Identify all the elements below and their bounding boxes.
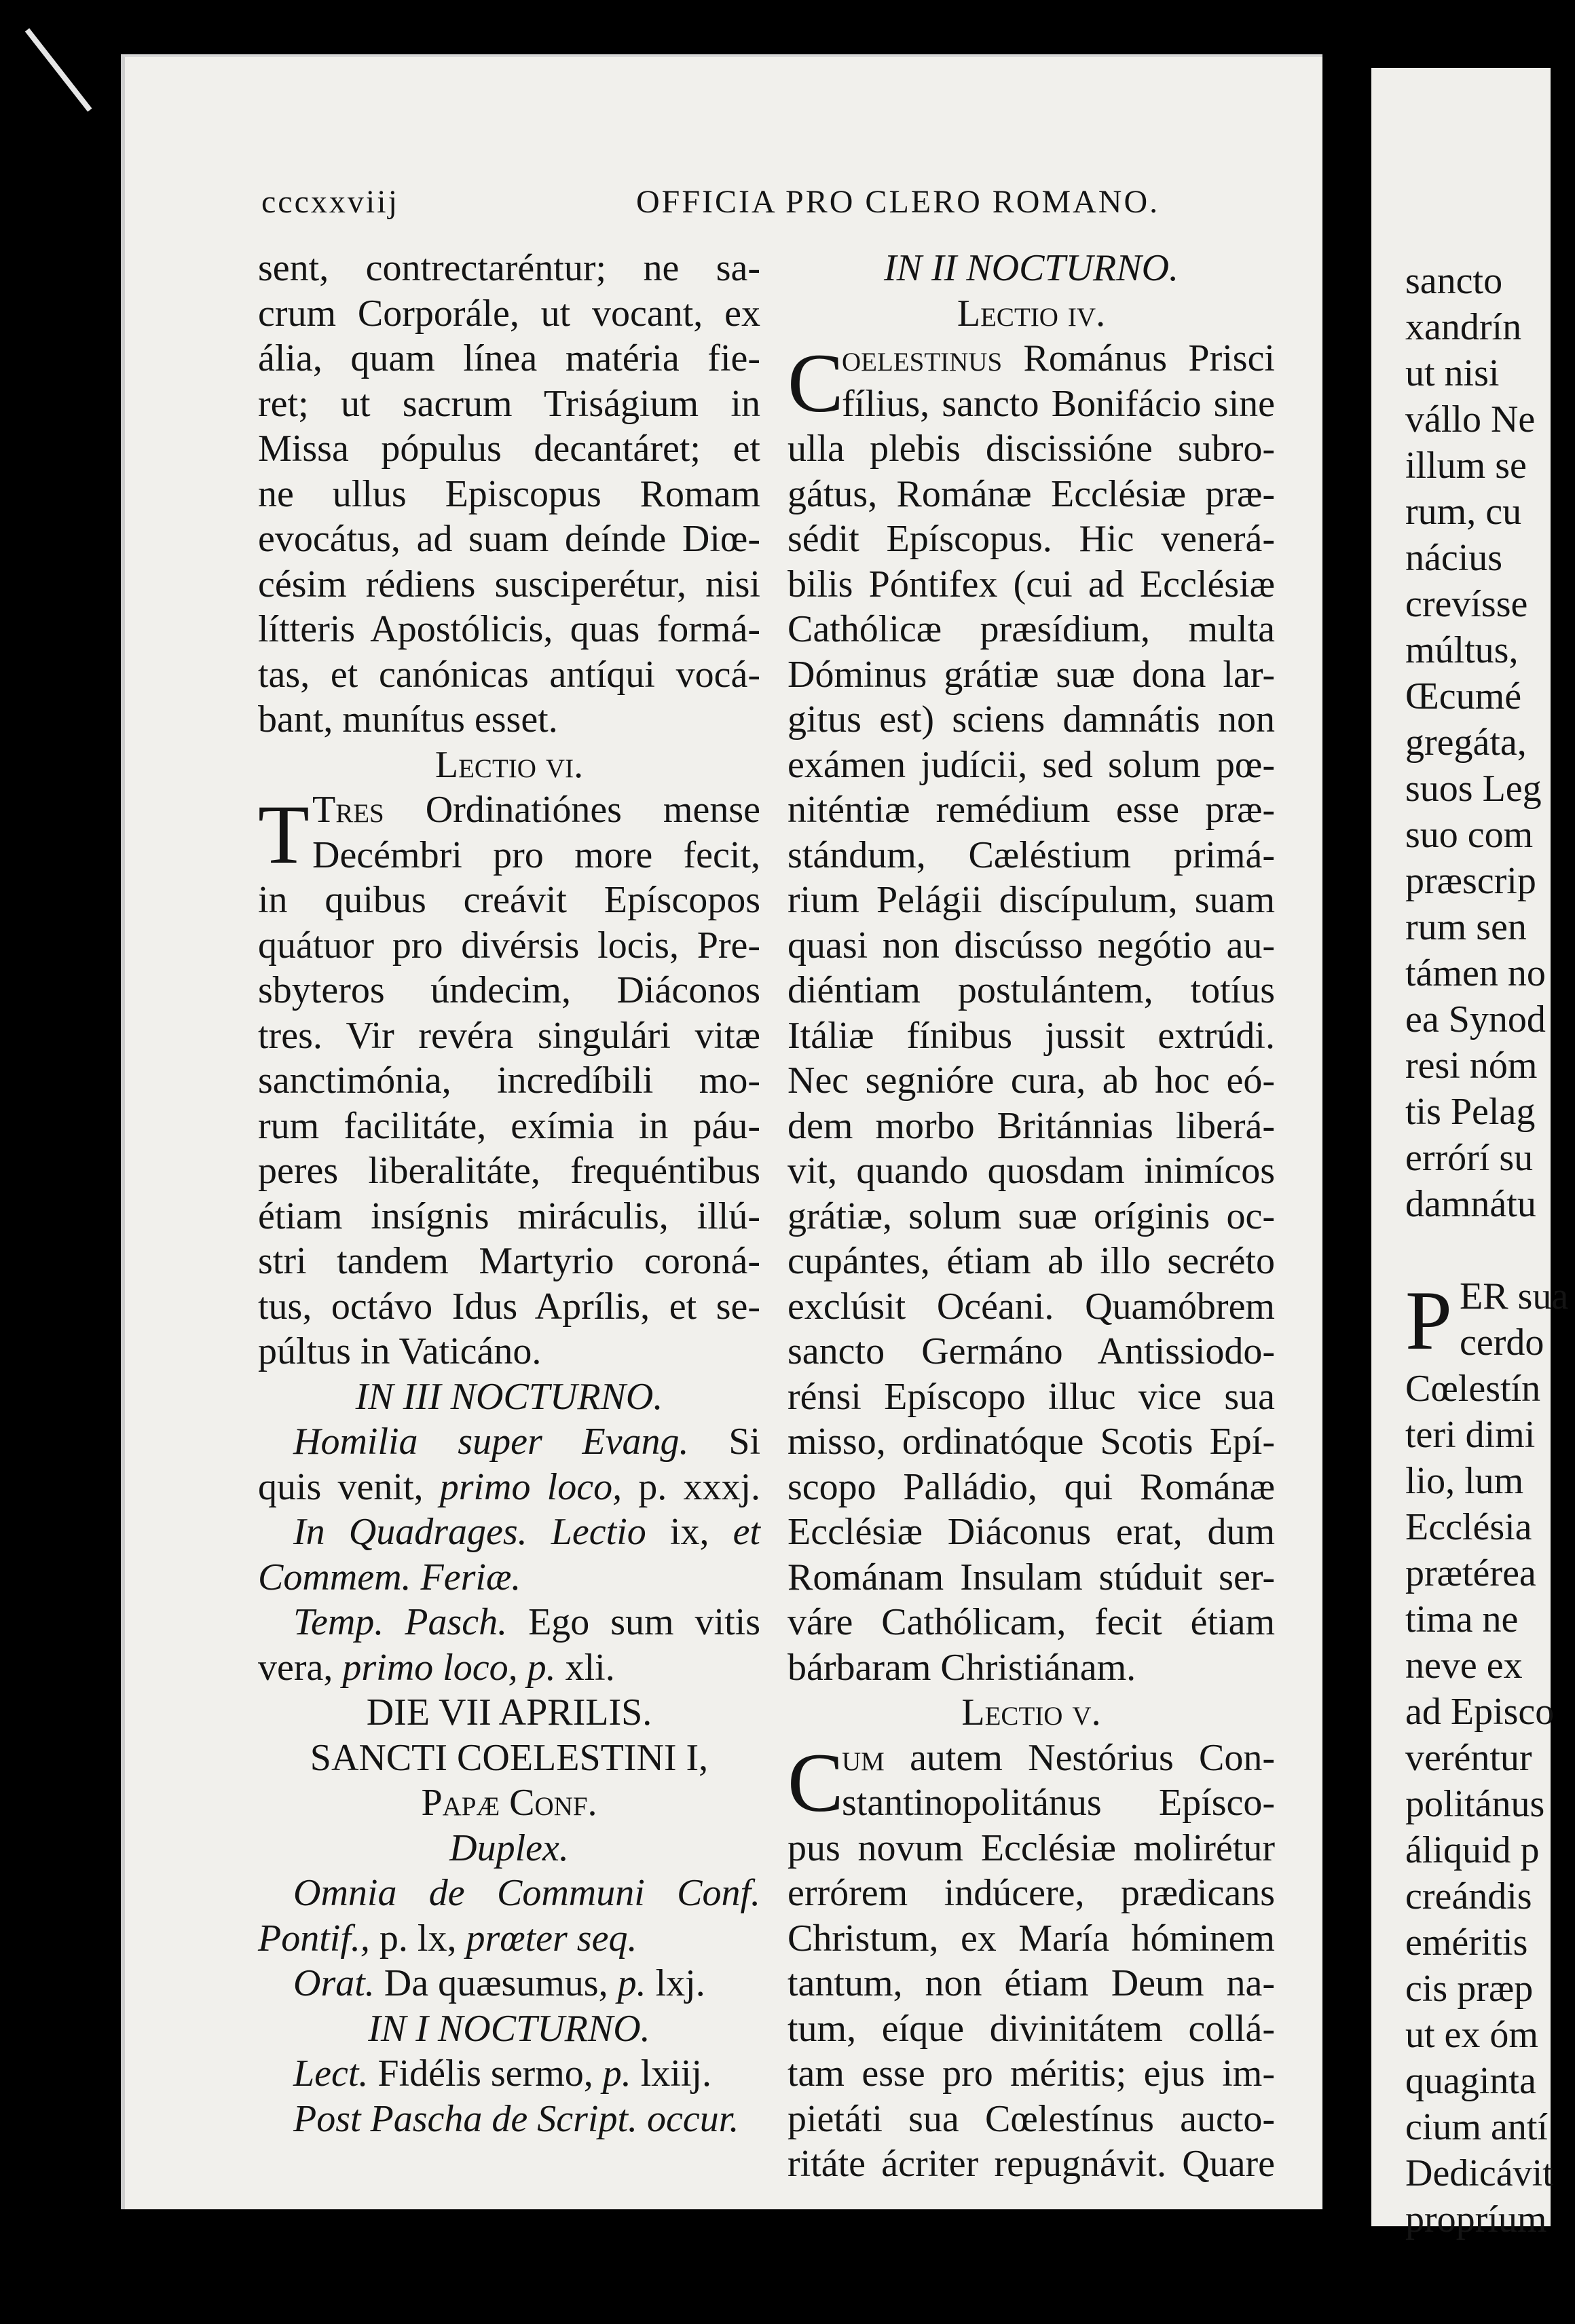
text-line: Cathólicæ præsídium, multa <box>788 608 1275 650</box>
text-span: Si <box>728 1421 761 1463</box>
text-line <box>258 1600 760 1645</box>
text-line: ut ex óm <box>1405 2014 1538 2056</box>
text-line <box>258 1961 760 2006</box>
nocturn-heading: IN I NOCTURNO. <box>368 2007 650 2050</box>
initial-word: ER <box>1460 1275 1508 1317</box>
text-line <box>258 1465 760 1510</box>
text-line: fílius, sancto Bonifácio sine <box>842 382 1275 425</box>
feast-rank: Duplex. <box>449 1826 569 1869</box>
text-line: stantinopolitánus Epísco- <box>842 1782 1275 1824</box>
text-line: Cœlestín <box>1405 1368 1541 1410</box>
text-line: pietáti sua Cœlestínus aucto- <box>788 2097 1275 2140</box>
initial-word: oelestinus <box>842 337 1003 379</box>
text-span: Temp. Pasch. <box>293 1601 508 1643</box>
text-line: politánus <box>1405 1783 1545 1825</box>
initial-word: um <box>842 1736 885 1779</box>
text-line: Ecclésiæ Diáconus erat, dum <box>788 1511 1275 1553</box>
text-line: sanctimónia, incredíbili mo- <box>258 1060 760 1102</box>
text-line: ea Synod <box>1405 998 1546 1041</box>
page-number: cccxxviij <box>261 184 399 220</box>
text-span: Románus Prisci <box>1023 337 1275 379</box>
text-line: múltus, <box>1405 629 1519 671</box>
text-line: stándum, Cæléstium primá- <box>788 833 1275 876</box>
text-line: lio, lum <box>1405 1460 1524 1502</box>
text-line <box>258 1510 760 1555</box>
text-line: evocátus, ad suam deínde Diœ- <box>258 518 760 560</box>
text-span: In Quadrages. Lectio <box>293 1511 646 1553</box>
text-line: bant, munítus esset. <box>258 698 558 741</box>
text-line: vit, quando quosdam inimícos <box>788 1150 1275 1192</box>
text-line: rum sen <box>1405 906 1527 948</box>
text-span: Ordinatiónes mense <box>425 789 760 831</box>
text-line: cium antí <box>1405 2106 1548 2148</box>
nocturn-heading: IN II NOCTURNO. <box>883 247 1179 289</box>
text-line: sent, contrectaréntur; ne sa- <box>258 247 760 289</box>
text-line: étiam insígnis miráculis, illú- <box>258 1195 760 1237</box>
text-line: Dóminus grátiæ suæ dona lar- <box>788 653 1275 696</box>
text-line <box>258 1419 760 1465</box>
text-line: Œcumé <box>1405 675 1522 717</box>
text-line: ritáte ácriter repugnávit. Quare <box>788 2143 1275 2185</box>
lectio-heading: Lectio vi. <box>434 743 584 786</box>
text-line: césim rédiens susciperétur, nisi <box>258 563 760 605</box>
text-line: Románam Insulam stúduit ser- <box>788 1556 1275 1598</box>
text-span: quis venit, <box>258 1465 424 1508</box>
drop-cap: T <box>258 788 310 881</box>
text-line: quaginta <box>1405 2060 1536 2102</box>
text-line: tres. Vir revéra singulári vitæ <box>258 1014 760 1057</box>
text-line: cerdo <box>1460 1322 1544 1364</box>
text-line: tas, et canónicas antíqui vocá- <box>258 653 760 696</box>
running-header <box>261 183 1280 224</box>
text-line: bilis Póntifex (cui ad Ecclésiæ <box>788 563 1275 605</box>
text-line: gátus, Románæ Ecclésiæ præ- <box>788 472 1275 515</box>
text-span: p. <box>617 1962 646 2004</box>
text-line: diéntiam postulántem, totíus <box>788 969 1275 1011</box>
scan-corner-mark <box>25 29 92 112</box>
text-line: exámen judícii, sed solum pœ- <box>788 743 1275 786</box>
text-line: eméritis <box>1405 1922 1528 1964</box>
drop-cap: C <box>788 337 844 430</box>
feast-date: DIE VII APRILIS. <box>366 1691 652 1733</box>
text-line: tis Pelag <box>1405 1091 1536 1133</box>
text-line: nácius <box>1405 537 1503 579</box>
text-line: Christum, ex María hóminem <box>788 1917 1275 1960</box>
facing-page-column <box>1405 258 1575 2243</box>
text-span: primo loco, p. <box>342 1646 556 1689</box>
text-line: sancto Germáno Antissiodo- <box>788 1330 1275 1372</box>
text-line: prætérea <box>1405 1552 1536 1594</box>
text-line: Nec segnióre cura, ab hoc eó- <box>788 1060 1275 1102</box>
text-span: Fidélis sermo, <box>377 2053 593 2095</box>
text-line: tum, eíque divinitátem collá- <box>788 2007 1275 2050</box>
text-span: ix, <box>669 1511 709 1553</box>
text-line: Post Pascha de Script. occur. <box>293 2097 739 2140</box>
text-line: ne ullus Episcopus Romam <box>258 472 760 515</box>
text-line: neve ex <box>1405 1645 1523 1687</box>
text-line: Dedicávit <box>1405 2152 1553 2194</box>
text-line: pus novum Ecclésiæ molirétur <box>788 1826 1275 1869</box>
text-line: præscrip <box>1405 860 1536 902</box>
text-span: xli. <box>565 1646 615 1689</box>
text-line: vállo Ne <box>1405 398 1536 441</box>
text-line: cupántes, étiam ab illo secréto <box>788 1240 1275 1282</box>
text-span: vera, <box>258 1646 333 1689</box>
text-line: scopo Palládio, qui Románæ <box>788 1465 1275 1508</box>
text-line: rum, cu <box>1405 491 1522 533</box>
text-span: Homilia super Evang. <box>293 1421 689 1463</box>
text-span: et <box>733 1511 760 1553</box>
text-span: lxiij. <box>640 2053 711 2095</box>
text-span: Pontif., <box>258 1917 370 1960</box>
text-line: crum Corporále, ut vocant, ex <box>258 292 760 335</box>
text-line: tima ne <box>1405 1598 1519 1641</box>
text-line: errórem indúcere, prædicans <box>788 1872 1275 1914</box>
text-line: ret; ut sacrum Triságium in <box>258 382 760 425</box>
lectio-heading: Lectio v. <box>961 1691 1101 1733</box>
feast-title: SANCTI COELESTINI I, <box>310 1736 709 1779</box>
text-line: creándis <box>1405 1875 1532 1917</box>
text-span: primo loco, <box>439 1465 623 1508</box>
text-line: támen no <box>1405 952 1546 994</box>
text-line: damnátu <box>1405 1183 1536 1225</box>
text-span: Lect. <box>293 2053 369 2095</box>
text-line: tantum, non étiam Deum na- <box>788 1962 1275 2004</box>
text-line: púltus in Vaticáno. <box>258 1330 542 1372</box>
text-span: autem Nestórius Con- <box>910 1736 1276 1779</box>
drop-cap: P <box>1405 1274 1452 1367</box>
text-line: tam esse pro méritis; ejus im- <box>788 2053 1275 2095</box>
text-line: ulla plebis discissióne subro- <box>788 428 1275 470</box>
text-span: lxj. <box>655 1962 705 2004</box>
text-line: niténtiæ remédium esse præ- <box>788 789 1275 831</box>
text-line: sbyteros úndecim, Diáconos <box>258 969 760 1011</box>
text-line: sédit Epíscopus. Hic venerá- <box>788 518 1275 560</box>
running-title: OFFICIA PRO CLERO ROMANO. <box>636 184 1160 220</box>
text-span: Orat. <box>293 1962 375 2004</box>
text-line: resi nóm <box>1405 1045 1538 1087</box>
text-span: p. <box>602 2053 631 2095</box>
text-line: ut nisi <box>1405 352 1500 394</box>
feast-subtitle: Papæ Conf. <box>421 1782 597 1824</box>
text-line: suos Leg <box>1405 768 1542 810</box>
text-line <box>258 1645 760 1691</box>
initial-word: Tres <box>312 789 384 831</box>
text-line: tus, octávo Idus Aprílis, et se- <box>258 1285 760 1328</box>
text-line: rum facilitáte, exímia in páu- <box>258 1104 760 1147</box>
text-line: Ecclésia <box>1405 1506 1532 1548</box>
text-line: Omnia de Communi Conf. <box>293 1872 760 1914</box>
spacer-line <box>1405 1227 1575 1273</box>
text-line: rium Pelágii discípulum, suam <box>788 879 1275 921</box>
text-line: ad Episco <box>1405 1691 1555 1733</box>
text-line: teri dimi <box>1405 1414 1536 1456</box>
text-line: rénsi Epíscopo illuc vice sua <box>788 1375 1275 1418</box>
text-span: p. lx, <box>379 1917 457 1960</box>
text-line: misso, ordinatóque Scotis Epí- <box>788 1421 1275 1463</box>
text-span: Da quæsumus, <box>384 1962 608 2004</box>
text-line: in quibus creávit Epíscopos <box>258 879 760 921</box>
text-line: lítteris Apostólicis, quas formá- <box>258 608 760 650</box>
text-span: prœter seq. <box>466 1917 637 1960</box>
text-line: veréntur <box>1405 1737 1532 1779</box>
text-line: quasi non discússo negótio au- <box>788 924 1275 967</box>
text-line: Missa pópulus decantáret; et <box>258 428 760 470</box>
drop-cap: C <box>788 1736 844 1829</box>
text-line: gregáta, <box>1405 721 1527 764</box>
text-line: bárbaram Christiánam. <box>788 1646 1136 1689</box>
text-line: Commem. Feriæ. <box>258 1556 521 1598</box>
text-line: exclúsit Océani. Quamóbrem <box>788 1285 1275 1328</box>
nocturn-heading: IN III NOCTURNO. <box>355 1375 663 1418</box>
text-line: sancto <box>1405 260 1503 302</box>
text-line: dem morbo Británnias liberá- <box>788 1104 1275 1147</box>
text-line: stri tandem Martyrio coroná- <box>258 1240 760 1282</box>
text-line: ália, quam línea matéria fie- <box>258 337 760 379</box>
text-line <box>258 2051 760 2097</box>
lectio-heading: Lectio iv. <box>957 292 1106 335</box>
text-line: áliquid p <box>1405 1829 1540 1871</box>
text-line: grátiæ, solum suæ oríginis oc- <box>788 1195 1275 1237</box>
text-line: quátuor pro divérsis locis, Pre- <box>258 924 760 967</box>
text-line: suo com <box>1405 814 1534 856</box>
text-line: cis præp <box>1405 1968 1534 2010</box>
text-span: sua <box>1517 1275 1569 1317</box>
text-line: xandrín <box>1405 306 1522 348</box>
text-line: crevísse <box>1405 583 1528 625</box>
right-column <box>788 246 1275 2187</box>
text-line: Itáliæ fínibus jussit extrúdi. <box>788 1014 1275 1057</box>
text-span: Ego sum vitis <box>528 1601 760 1643</box>
text-line: errórí su <box>1405 1137 1534 1179</box>
text-line <box>258 1916 760 1962</box>
text-line: Decémbri pro more fecit, <box>312 833 760 876</box>
text-line: gitus est) sciens damnátis non <box>788 698 1275 741</box>
text-span: p. xxxj. <box>638 1465 761 1508</box>
text-line: propríum <box>1405 2198 1547 2241</box>
left-column <box>258 246 760 2141</box>
text-line: peres liberalitáte, frequéntibus <box>258 1150 760 1192</box>
text-line: váre Cathólicam, fecit étiam <box>788 1601 1275 1643</box>
text-line: illum se <box>1405 445 1527 487</box>
